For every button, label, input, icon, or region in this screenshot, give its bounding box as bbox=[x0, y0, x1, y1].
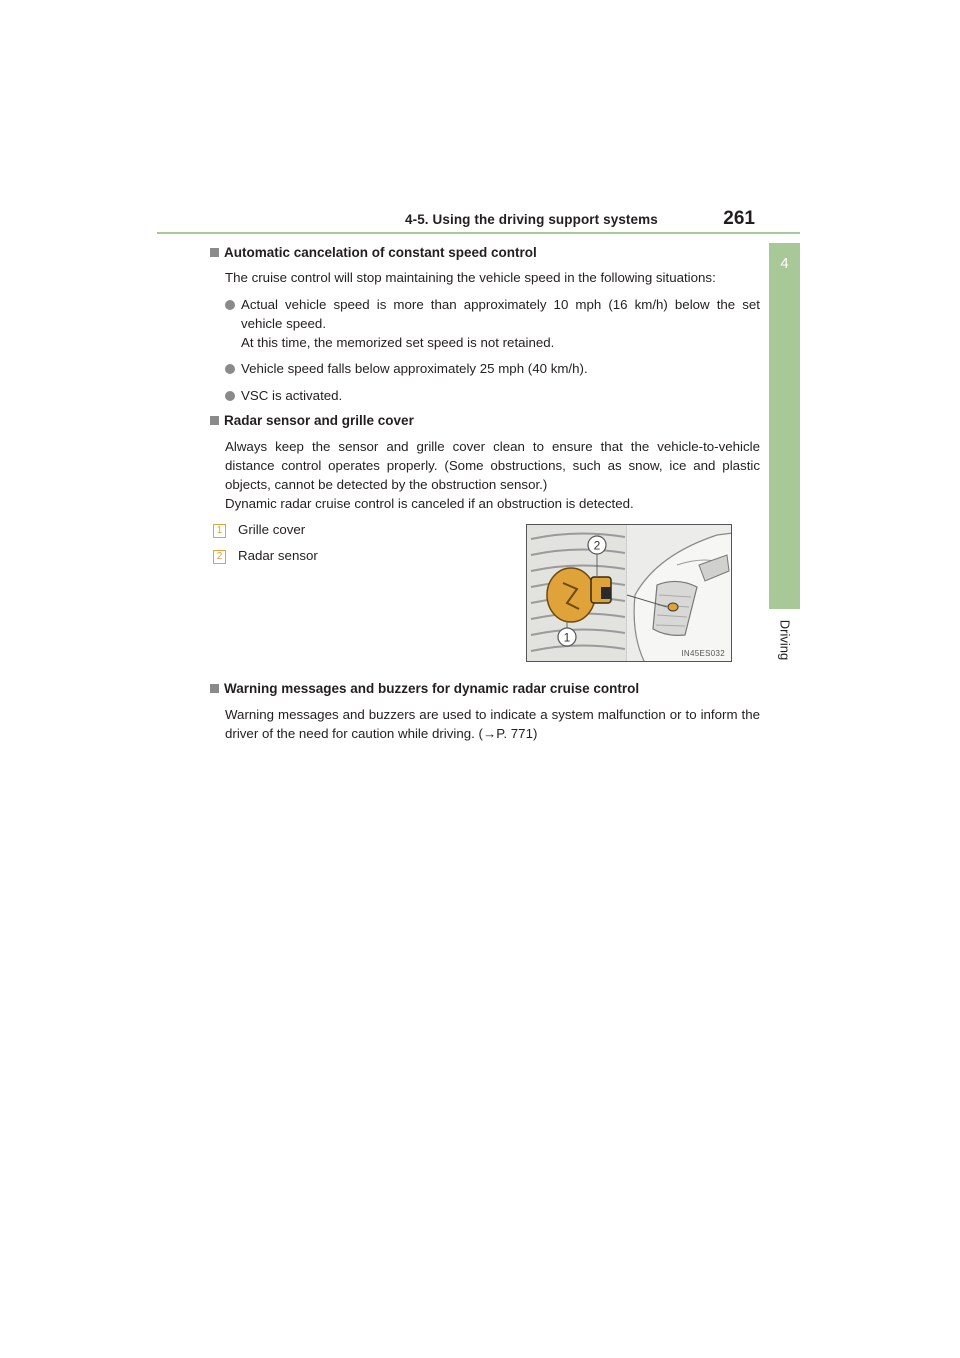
list-item bbox=[225, 386, 760, 405]
legend-label: Grille cover bbox=[238, 522, 306, 537]
radar-body bbox=[225, 437, 760, 513]
page-header bbox=[405, 210, 800, 234]
heading-text: Warning messages and buzzers for dynamic radar cruise control bbox=[224, 681, 640, 696]
legend-item-radar-sensor bbox=[213, 547, 318, 565]
header-rule bbox=[157, 232, 800, 234]
radar-body-text: Always keep the sensor and grille cover clean to ensure that the vehicle-to-vehicle distance control operates properly. (Some obstructions, such as snow, ice and plastic objects, cannot be detected by the obstruction sensor.) bbox=[225, 439, 760, 492]
heading-text: Automatic cancelation of constant speed control bbox=[224, 245, 537, 260]
callout-2-label: 2 bbox=[593, 538, 601, 553]
grille-sensor-drawing bbox=[527, 525, 732, 662]
bullet-dot-icon bbox=[225, 300, 235, 310]
list-item bbox=[225, 295, 760, 352]
figure-code: IN45ES032 bbox=[681, 649, 725, 658]
legend-item-grille-cover bbox=[213, 521, 305, 539]
chapter-tab bbox=[769, 243, 800, 609]
chapter-number: 4 bbox=[780, 255, 789, 272]
chapter-label bbox=[770, 610, 800, 670]
list-item bbox=[225, 359, 760, 378]
auto-cancel-intro: The cruise control will stop maintaining the vehicle speed in the following situations: bbox=[225, 270, 716, 285]
callout-number: 2 bbox=[213, 550, 226, 564]
bullet-dot-icon bbox=[225, 364, 235, 374]
page-number: 261 bbox=[723, 208, 755, 229]
bullet-dot-icon bbox=[225, 391, 235, 401]
square-bullet-icon bbox=[210, 248, 219, 257]
callout-number: 1 bbox=[213, 524, 226, 538]
square-bullet-icon bbox=[210, 684, 219, 693]
heading-text: Radar sensor and grille cover bbox=[224, 413, 414, 428]
bullet-text: VSC is activated. bbox=[241, 388, 343, 403]
bullet-note: At this time, the memorized set speed is not retained. bbox=[241, 335, 555, 350]
radar-body-text-2: Dynamic radar cruise control is canceled if an obstruction is detected. bbox=[225, 496, 634, 511]
heading-warnings bbox=[210, 679, 639, 698]
bullet-text: Actual vehicle speed is more than approximately 10 mph (16 km/h) below the set vehicle speed. bbox=[241, 297, 760, 331]
heading-auto-cancel bbox=[210, 243, 537, 262]
square-bullet-icon bbox=[210, 416, 219, 425]
legend-label: Radar sensor bbox=[238, 548, 318, 563]
heading-radar bbox=[210, 411, 414, 430]
section-title: 4-5. Using the driving support systems bbox=[405, 212, 658, 227]
bullet-text: Vehicle speed falls below approximately 25 mph (40 km/h). bbox=[241, 361, 588, 376]
callout-1-label: 1 bbox=[563, 630, 571, 645]
warnings-body: Warning messages and buzzers are used to indicate a system malfunction or to inform the driver of the need for caution while driving. (→P. 771) bbox=[225, 707, 760, 741]
chapter-label-text: Driving bbox=[777, 619, 793, 661]
radar-sensor-illustration bbox=[526, 524, 732, 662]
